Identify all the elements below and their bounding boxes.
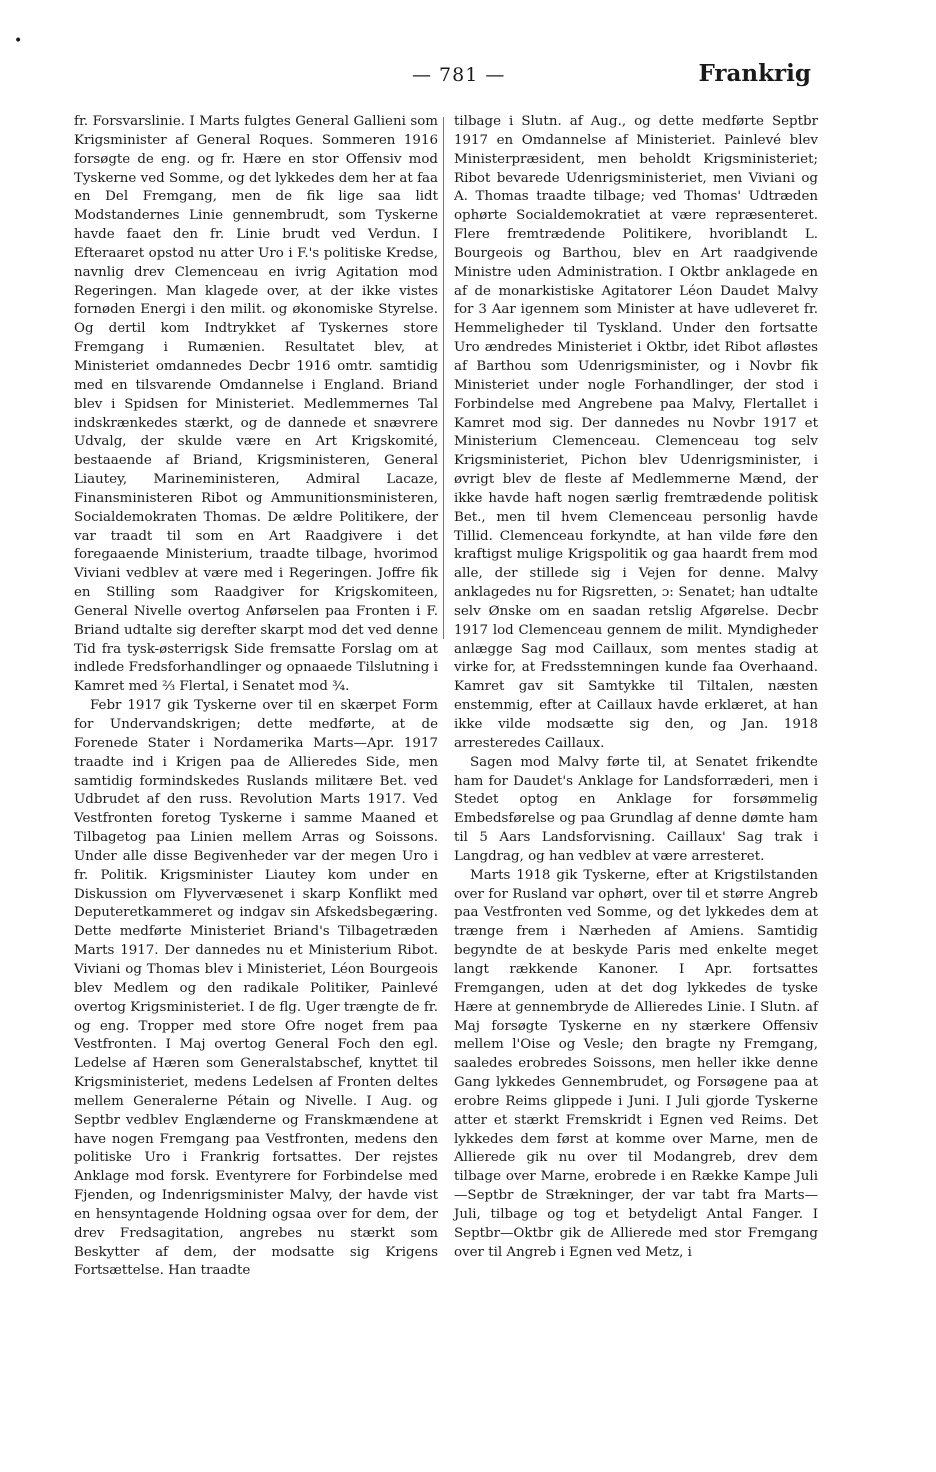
page-header [0,60,936,96]
margin-dot: • [14,33,23,49]
paragraph: Marts 1918 gik Tyskerne, efter at Krigstilstanden over for Rusland var ophørt, over til et større Angreb paa Vestfronten ved Somme, og det lykkedes dem at trænge frem i Nærheden af Amiens. Samtidig begyndte de at beskyde Paris med enkelte meget langt rækkende Kanoner. I Apr. fortsattes Fremgangen, uden at det dog lykkedes de tyske Hære at gennembryde de Allieredes Linie. I Slutn. af Maj forsøgte Tyskerne en ny stærkere Offensiv mellem l'Oise og Vesle; den bragte ny Fremgang, saaledes erobredes Soissons, men heller ikke denne Gang lykkedes Gennembrudet, og Forsøgene paa at erobre Reims glippede i Juni. I Juli gjorde Tyskerne atter et stærkt Fremskridt i Egnen ved Reims. Det lykkedes dem først at komme over Marne, men de Allierede gik nu over til Modangreb, drev dem tilbage over Marne, erobrede i en Række Kampe Juli—Septbr de Strækninger, der var tabt fra Marts—Juli, tilbage og tog et betydeligt Antal Fanger. I Septbr—Oktbr gik de Allierede med stor Fremgang over til Angreb i Egnen ved Metz, i [454,867,818,1260]
paragraph: tilbage i Slutn. af Aug., og dette medførte Septbr 1917 en Omdannelse af Ministeriet. Painlevé blev Ministerpræsident, men beholdt Krigsministeriet; Ribot bevarede Udenrigsministeriet, men Viviani og A. Thomas traadte tilbage; ved Thomas' Udtræden ophørte Socialdemokratiet at være repræsenteret. Flere fremtrædende Politikere, hvoriblandt L. Bourgeois og Barthou, blev en Art raadgivende Ministre uden Administration. I Oktbr anklagede en af de monarkistiske Agitatorer Léon Daudet Malvy for 3 Aar igennem som Minister at have udleveret fr. Hemmeligheder til Tyskland. Under den fortsatte Uro ændredes Ministeriet i Oktbr, idet Ribot afløstes af Barthou som Udenrigsminister, og i Novbr fik Ministeriet under nogle Forhandlinger, der stod i Forbindelse med Angrebene paa Malvy, Flertallet i Kamret mod sig. Der dannedes nu Novbr 1917 et Ministerium Clemenceau. Clemenceau tog selv Krigsministeriet, Pichon blev Udenrigsminister, i øvrigt blev de fleste af Medlemmerne Mænd, der ikke havde haft nogen særlig fremtrædende politisk Bet., men til hvem Clemenceau personlig havde Tillid. Clemenceau forkyndte, at han vilde føre den kraftigst mulige Krigspolitik og gaa haardt frem mod alle, der stillede sig i Vejen for denne. Malvy anklagedes nu for Rigsretten, ɔ: Senatet; han udtalte selv Ønske om en saadan retslig Afgørelse. Decbr 1917 lod Clemenceau gennem de milit. Myndigheder anlægge Sag mod Caillaux, som mentes stadig at virke for, at Fredsstemningen kunde faa Overhaand. Kamret gav sit Samtykke til Tiltalen, næsten enstemmig, efter at Caillaux havde erklæret, at han ikke vilde modsætte sig den, og Jan. 1918 arresteredes Caillaux. [454,114,818,751]
page-number: — 781 — [412,64,506,86]
paragraph: Febr 1917 gik Tyskerne over til en skærpet Form for Undervandskrigen; dette medførte, at de Forenede Stater i Nordamerika Marts—Apr. 1917 traadte ind i Krigen paa de Allieredes Side, men samtidig formindskedes Ruslands militære Bet. ved Udbrudet af den russ. Revolution Marts 1917. Ved Vestfronten foretog Tyskerne i samme Maaned et Tilbagetog paa Linien mellem Arras og Soissons. Under alle disse Begivenheder var der megen Uro i fr. Politik. Krigsminister Liautey kom under en Diskussion om Flyvervæsenet i skarp Konflikt med Deputeretkammeret og indgav sin Afskedsbegæring. Dette medførte Ministeriet Briand's Tilbagetræden Marts 1917. Der dannedes nu et Ministerium Ribot. Viviani og Thomas blev i Ministeriet, Léon Bourgeois blev Medlem og den radikale Politiker, Painlevé overtog Krigsministeriet. I de flg. Uger trængte de fr. og eng. Tropper med store Ofre noget frem paa Vestfronten. I Maj overtog General Foch den egl. Ledelse af Hæren som Generalstabschef, knyttet til Krigsministeriet, medens Ledelsen af Fronten deltes mellem Generalerne Pétain og Nivelle. I Aug. og Septbr vedblev Englænderne og Franskmændene at have nogen Fremgang paa Vestfronten, medens den politiske Uro i Frankrig fortsattes. Der rejstes Anklage mod forsk. Eventyrere for Forbindelse med Fjenden, og Indenrigsminister Malvy, der havde vist en hensyntagende Holdning ogsaa over for dem, der drev Fredsagitation, angrebes nu stærkt som Beskytter af dem, der modsatte sig Krigens Fortsættelse. Han traadte [74,698,438,1279]
column-divider [443,117,444,639]
left-column [74,113,438,1281]
section-title: Frankrig [698,60,811,87]
right-column [454,113,818,1262]
paragraph: Sagen mod Malvy førte til, at Senatet frikendte ham for Daudet's Anklage for Landsforræderi, men i Stedet optog en Anklage for forsømmelig Embedsførelse og paa Grundlag af denne dømte ham til 5 Aars Landsforvisning. Caillaux' Sag trak i Langdrag, og han vedblev at være arresteret. [454,754,818,864]
paragraph: fr. Forsvarslinie. I Marts fulgtes General Gallieni som Krigsminister af General Roques. Sommeren 1916 forsøgte de eng. og fr. Hære en stor Offensiv mod Tyskerne ved Somme, og det lykkedes dem her at faa en Del Fremgang, men de fik lige saa lidt Modstandernes Linie gennembrudt, som Tyskerne havde faaet den fr. Linie brudt ved Verdun. I Efteraaret opstod nu atter Uro i F.'s politiske Kredse, navnlig drev Clemenceau en ivrig Agitation mod Regeringen. Man klagede over, at der ikke vistes fornøden Energi i den milit. og økonomiske Styrelse. Og dertil kom Indtrykket af Tyskernes store Fremgang i Rumænien. Resultatet blev, at Ministeriet omdannedes Decbr 1916 omtr. samtidig med en tilsvarende Omdannelse i England. Briand blev i Spidsen for Ministeriet. Medlemmernes Tal indskrænkedes stærkt, og de dannede et snævrere Udvalg, der skulde være en Art Krigskomité, bestaaende af Briand, Krigsministeren, General Liautey, Marineministeren, Admiral Lacaze, Finansministeren Ribot og Ammunitionsministeren, Socialdemokraten Thomas. De ældre Politikere, der var traadt til som en Art Raadgivere i det foregaaende Ministerium, traadte tilbage, hvorimod Viviani vedblev at være med i Regeringen. Joffre fik en Stilling som Raadgiver for Krigskomiteen, General Nivelle overtog Anførselen paa Fronten i F. Briand udtalte sig derefter skarpt mod det ved denne Tid fra tysk-østerrigsk Side fremsatte Forslag om at indlede Fredsforhandlinger og opnaaede Tilslutning i Kamret med ⅔ Flertal, i Senatet mod ¾. [74,114,438,695]
